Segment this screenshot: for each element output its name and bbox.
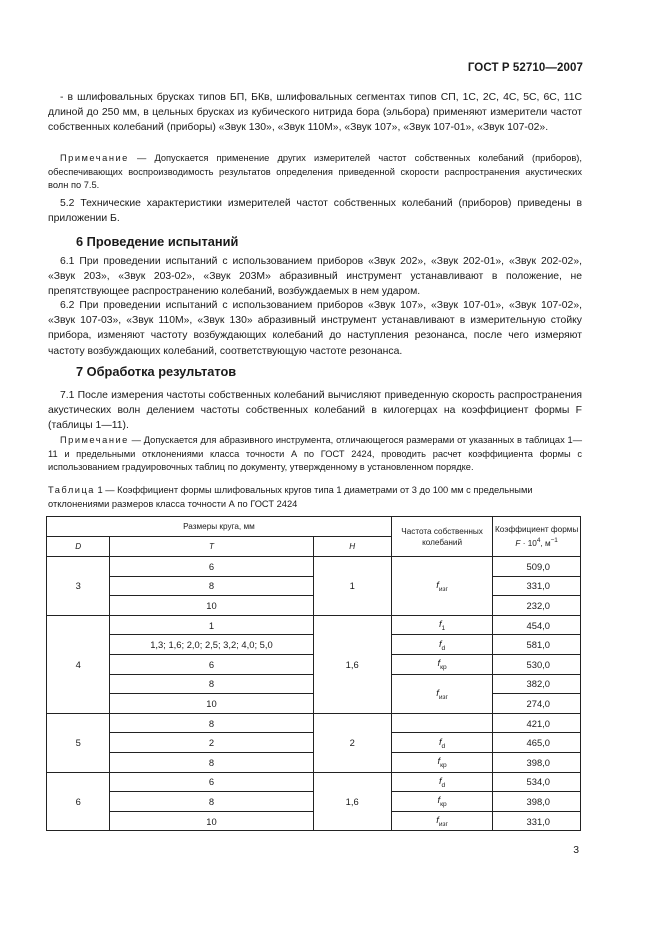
note-1: [48, 152, 582, 193]
paragraph-6-2: 6.2 При проведении испытаний с использованием приборов «Звук 107», «Звук 107-01», «Звук 107-02», «Звук 107-03», «Звук 110М», «Звук 130» абразивный инструмент устанавливают в измерительную стойку прибора, изменяют частоту возбуждающих колебаний до наступления резонанса, после чего измеряют частоту возбуждающих колебаний, соответствующую частоте резонанса.: [48, 300, 582, 357]
cell-freq: $f_{кр}$: [391, 752, 492, 772]
header-dimensions: Размеры круга, мм: [47, 517, 392, 537]
cell-freq-empty: [391, 713, 492, 733]
table-row: 3 6 1 $f_{изг}$ 509,0: [47, 557, 581, 577]
form-factor-table: [46, 516, 581, 831]
table-row: 10 $f_{изг}$ 331,0: [47, 811, 581, 831]
standard-header: ГОСТ Р 52710—2007: [467, 62, 583, 74]
section-7-title: 7 Обработка результатов: [76, 364, 237, 379]
header-H: H: [313, 537, 391, 557]
intro-block: [48, 90, 582, 136]
cell-H: 1: [313, 557, 391, 616]
table-row: 5 8 2 421,0: [47, 713, 581, 733]
table-row: 1,3; 1,6; 2,0; 2,5; 3,2; 4,0; 5,0 $f_d$ 581,0: [47, 635, 581, 655]
table-row: 8 $f_{кр}$ 398,0: [47, 752, 581, 772]
paragraph-6-1: 6.1 При проведении испытаний с использованием приборов «Звук 202», «Звук 202-01», «Звук 202-02», «Звук 203», «Звук 203-02», «Звук 203М» абразивный инструмент устанавливают в положение, не препятствующее распространению колебаний, возбуждаемых в нем ударом.: [48, 256, 582, 298]
table-row: 8 $f_{кр}$ 398,0: [47, 792, 581, 812]
cell-freq: $f_{изг}$: [391, 557, 492, 616]
cell-freq: $f_d$: [391, 635, 492, 655]
header-frequency: Частота собственных колебаний: [391, 517, 492, 557]
table-row: 6 6 1,6 $f_d$ 534,0: [47, 772, 581, 792]
table-row: 8 331,0: [47, 576, 581, 596]
paragraph-7-1: 7.1 После измерения частоты собственных колебаний вычисляют приведенную скорость распространения акустических волн делением частоты собственных колебаний в килогерцах на коэффициент формы F (таблицы 1—11).: [48, 390, 582, 432]
cell-D: 3: [47, 557, 110, 616]
paragraph-5-2: 5.2 Технические характеристики измерителей частот собственных колебаний (приборов) приведены в приложении Б.: [48, 198, 582, 225]
table-row: 10 232,0: [47, 596, 581, 616]
header-T: T: [110, 537, 313, 557]
cell-D: 5: [47, 713, 110, 772]
cell-freq: $f_{изг}$: [391, 811, 492, 831]
table-caption: Таблица 1 — Коэффициент формы шлифовальных кругов типа 1 диаметрами от 3 до 100 мм с предельными отклонениями размеров класса точности А по ГОСТ 2424: [48, 485, 533, 509]
cell-H: 1,6: [313, 615, 391, 713]
cell-freq: $f_{изг}$: [391, 674, 492, 713]
page-number: 3: [573, 845, 579, 856]
cell-H: 2: [313, 713, 391, 772]
table-row: 10 274,0: [47, 694, 581, 714]
table-row: 6 $f_{кр}$ 530,0: [47, 654, 581, 674]
cell-freq: $f_1$: [391, 615, 492, 635]
note-label: Примечание: [60, 153, 129, 163]
section-6-title: 6 Проведение испытаний: [76, 234, 239, 249]
header-coefficient: Коэффициент формы $F \cdot 10^4$, $м^{-1}$: [493, 517, 581, 557]
bullet-paragraph: - в шлифовальных брусках типов БП, БКв, шлифовальных сегментах типов СП, 1С, 2С, 4С, 5С, 6С, 11С длиной до 250 мм, в цельных брусках из кубического нитрида бора (эльбора) применяют измерители частот собственных колебаний (приборы) «Звук 130», «Звук 110М», «Звук 107», «Звук 107-01», «Звук 107-02».: [48, 92, 582, 134]
table-row: 8 $f_{изг}$ 382,0: [47, 674, 581, 694]
cell-freq: $f_d$: [391, 772, 492, 792]
table-row: 2 $f_d$ 465,0: [47, 733, 581, 753]
cell-H: 1,6: [313, 772, 391, 831]
cell-freq: $f_{кр}$: [391, 792, 492, 812]
cell-freq: $f_{кр}$: [391, 654, 492, 674]
table-row: 4 1 1,6 $f_1$ 454,0: [47, 615, 581, 635]
note-2: Примечание — Допускается для абразивного инструмента, отличающегося размерами от указанных в таблицах 1—11 и предельными отклонениями класса точности А по ГОСТ 2424, проводить расчет коэффициента формы с использованием градуировочных таблиц по документу, утвержденному в установленном порядке.: [48, 435, 582, 473]
header-D: D: [47, 537, 110, 557]
cell-D: 6: [47, 772, 110, 831]
cell-freq: $f_d$: [391, 733, 492, 753]
note-text: — Допускается применение других измерителей частот собственных колебаний (приборов), обеспечивающих воспроизводимость результатов определения приведенной скорости распространения акустических волн по 7.5.: [48, 153, 582, 191]
cell-D: 4: [47, 615, 110, 713]
